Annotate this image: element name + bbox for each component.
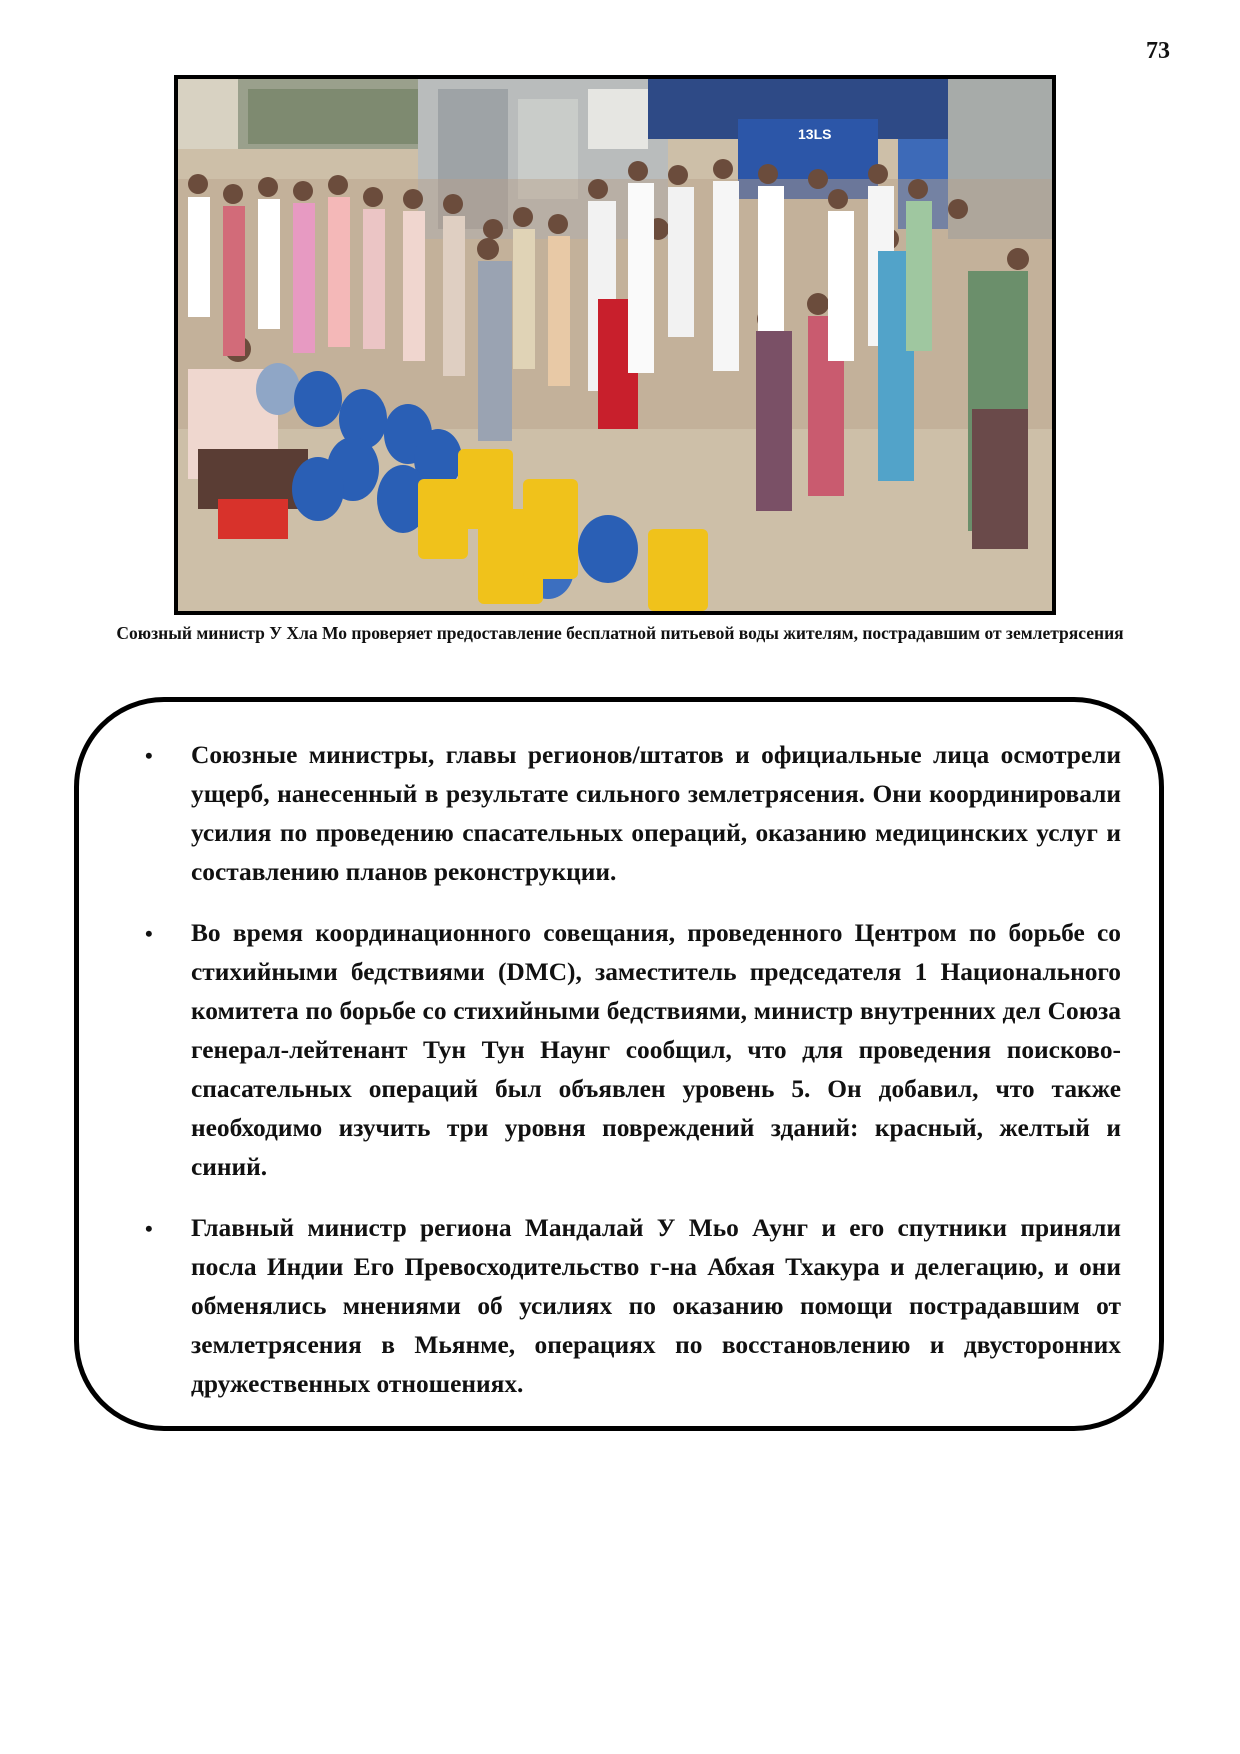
bullet-marker: • — [145, 1216, 153, 1241]
photo-caption: Союзный министр У Хла Мо проверяет предоставление бесплатной питьевой воды жителям, пострадавшим от землетрясения — [116, 623, 1124, 643]
bullet-item — [123, 914, 1121, 1187]
bullet-text: Союзные министры, главы регионов/штатов и официальные лица осмотрели ущерб, нанесенный в результате сильного землетрясения. Они координировали усилия по проведению спасательных операций, оказанию медицинских услуг и составлению планов реконструкции. — [191, 741, 1121, 886]
bullet-marker: • — [145, 921, 153, 946]
news-photo — [174, 75, 1056, 615]
bullet-box — [74, 697, 1164, 1431]
bullet-marker: • — [145, 743, 153, 768]
bullet-text: Во время координационного совещания, проведенного Центром по борьбе со стихийными бедствиями (DMC), заместитель председателя 1 Национального комитета по борьбе со стихийными бедствиями, министр внутренних дел Союза генерал-лейтенант Тун Тун Наунг сообщил, что для проведения поисково-спасательных операций был объявлен уровень 5. Он добавил, что также необходимо изучить три уровня повреждений зданий: красный, желтый и синий. — [191, 919, 1121, 1181]
bullet-text: Главный министр региона Мандалай У Мьо Аунг и его спутники приняли посла Индии Его Превосходительство г-на Абхая Тхакура и делегацию, и они обменялись мнениями об усилиях по оказанию помощи пострадавшим от землетрясения в Мьянме, операциях по восстановлению и двусторонних дружественных отношениях. — [191, 1214, 1121, 1398]
page-number: 73 — [1146, 38, 1170, 64]
bullet-item — [123, 736, 1121, 892]
generator-label: 13LS — [798, 126, 832, 142]
bullet-list — [123, 736, 1121, 1404]
bullet-item — [123, 1209, 1121, 1404]
